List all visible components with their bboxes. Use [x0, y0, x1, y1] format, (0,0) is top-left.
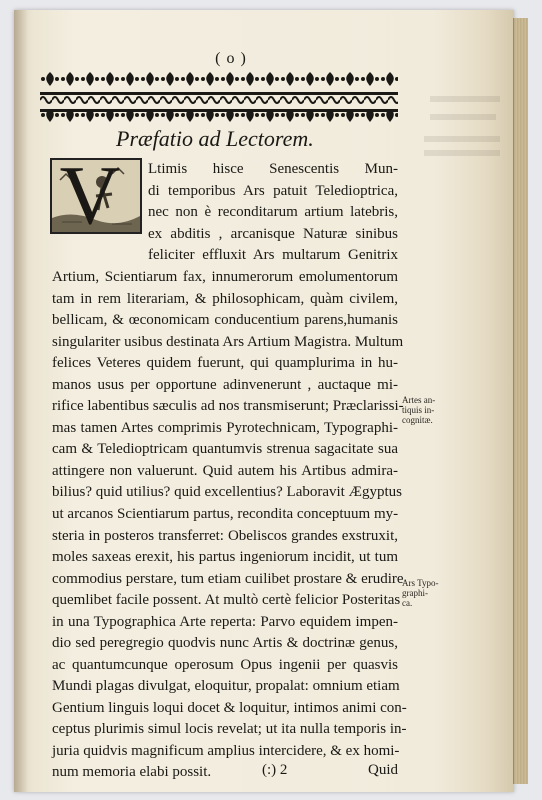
body-line: juria quidvis magnificum amplius intercidere, & ex homi-: [52, 743, 400, 759]
body-line: di temporibus Ars patuit Teledioptrica,: [148, 183, 398, 199]
margin-note: Ars Typo-: [402, 578, 439, 588]
body-line: felices Veteres quidem fuerunt, qui quamplurima in hu-: [52, 355, 398, 371]
body-line: attingere non valuerunt. Quid autem his Artibus admira-: [52, 463, 398, 479]
body-line: num memoria elabi possit.: [52, 764, 212, 780]
margin-note: cognitæ.: [402, 415, 433, 425]
margin-note: Artes an-: [402, 395, 436, 405]
body-line: ut arcanos Scientiarum partus, recondita conceptuum my-: [52, 506, 399, 522]
body-line: bilius? quid utilius? quid excellentius? Laboravit Ægyptus: [52, 484, 402, 500]
body-line: feliciter effluxit Ars multarum Genitrix: [148, 247, 398, 263]
drop-cap: V: [59, 149, 121, 242]
preface-heading: Præfatio ad Lectorem.: [116, 126, 314, 151]
margin-note: tiquis in-: [402, 405, 435, 415]
body-line: mas tamen Artes comprimis Pyrotechnicam, Typographi-: [52, 420, 398, 436]
body-line: steria in posteros transferret: Obeliscos grandes exstruxit,: [52, 528, 398, 544]
body-line: in una Typographica Arte reperta: Parvo equidem impen-: [52, 614, 398, 630]
margin-note: graphi-: [402, 588, 428, 598]
body-line: cam & Teledioptricam quantumvis strenua sagacitate sua: [52, 441, 398, 457]
body-line: dio sed peregregio quodvis nunc Artis & doctrinæ genus,: [52, 635, 398, 651]
body-line: nec non è reconditarum artium latebris,: [148, 204, 398, 220]
body-line: bellicam, & œconomicam conducentium parens,humanis: [52, 312, 398, 328]
body-line: manos usus per opportune adinvenerunt , auctaque mi-: [52, 377, 398, 393]
body-line: tam in rem literariam, & philosophicam, quàm civilem,: [52, 291, 398, 307]
body-line: ex abditis , arcanisque Naturæ sinibus: [148, 226, 398, 242]
body-line: Ltimis hisce Senescentis Mun-: [148, 161, 398, 177]
body-line: Mundi plagas divulgat, eloquitur, propalat: omnium etiam: [52, 678, 400, 694]
body-line: commodius perstare, tum etiam cuilibet prostare & erudire: [52, 571, 404, 587]
body-line: Gentium linguis loqui docet & loquitur, intimos animi con-: [52, 700, 407, 716]
body-line: rifice labentibus sæculis ad nos transmiserunt; Præclarissi-: [52, 398, 404, 414]
body-line: quemlibet facile possent. At multò certè felicior Posteritas: [52, 592, 401, 608]
catchword: Quid: [368, 762, 398, 778]
page-number: ( o ): [215, 50, 247, 67]
signature-mark: (:) 2: [262, 762, 288, 778]
body-line: Artium, Scientiarum fax, innumerorum emolumentorum: [52, 269, 398, 285]
body-line: ac quantumcunque operosum Opus ingenii per quasvis: [52, 657, 398, 673]
body-line: ceptus plurimis simul locis revelat; ut ita nulla temporis in-: [52, 721, 407, 737]
body-line: singulariter usibus destinata Ars Artium Magistra. Multum: [52, 334, 404, 350]
margin-note: ca.: [402, 598, 413, 608]
body-line: moles saxeas erexit, his partus ingeniorum incidit, ut tum: [52, 549, 398, 565]
